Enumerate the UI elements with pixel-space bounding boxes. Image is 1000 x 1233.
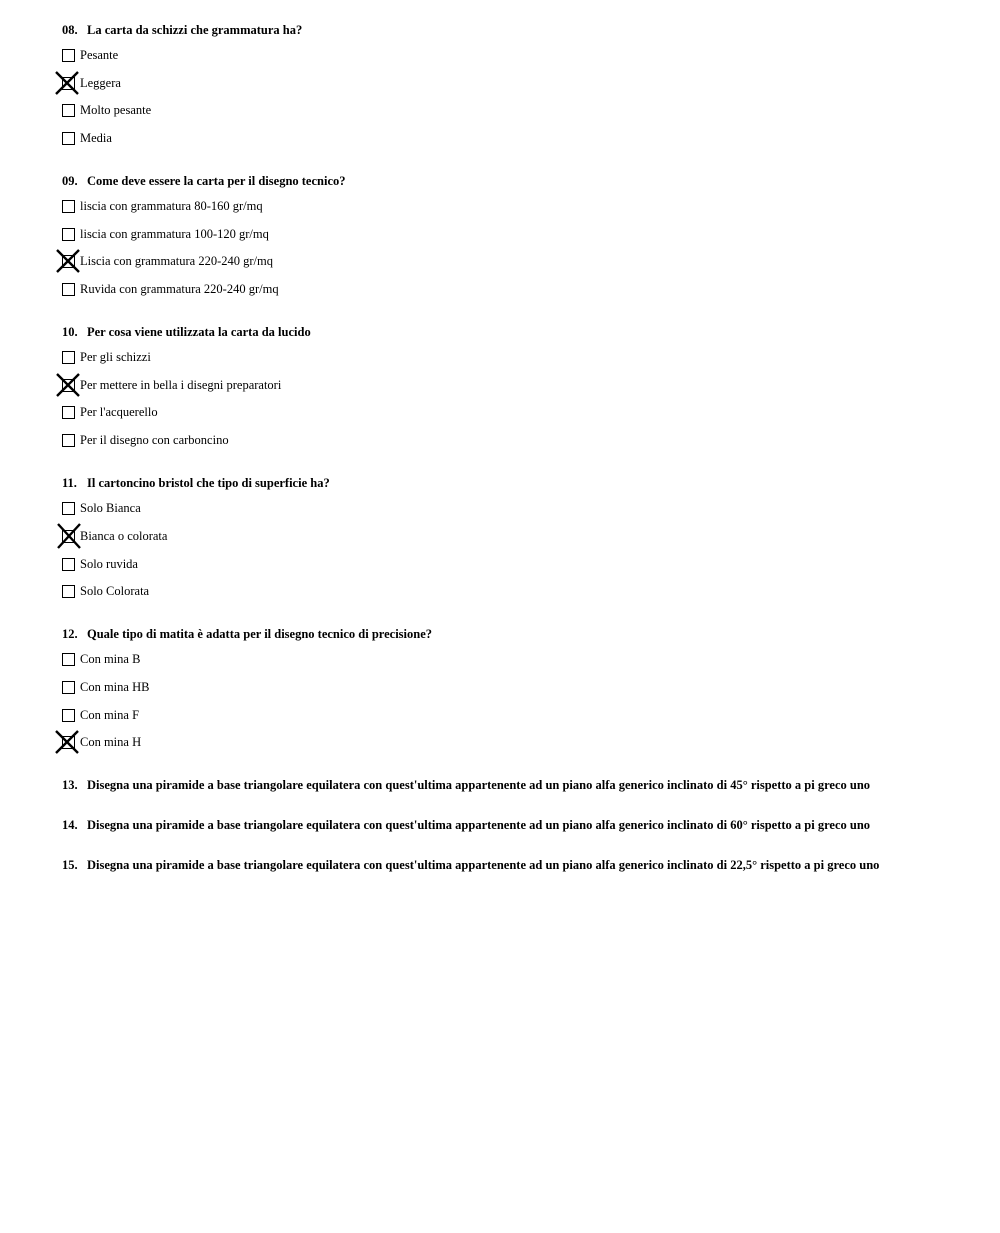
question-number: 09. bbox=[62, 174, 78, 188]
option-label: Media bbox=[80, 131, 112, 145]
checkbox[interactable] bbox=[62, 709, 75, 722]
option-label: Con mina HB bbox=[80, 680, 150, 694]
question-number: 11. bbox=[62, 476, 77, 490]
question-12-title bbox=[62, 627, 432, 642]
option-label: Ruvida con grammatura 220-240 gr/mq bbox=[80, 282, 279, 296]
question-13-title bbox=[62, 778, 870, 793]
question-text: Quale tipo di matita è adatta per il disegno tecnico di precisione? bbox=[87, 627, 433, 641]
question-text: Il cartoncino bristol che tipo di superficie ha? bbox=[87, 476, 330, 490]
option-label: Solo Bianca bbox=[80, 501, 141, 515]
checkbox[interactable] bbox=[62, 351, 75, 364]
option-label: Per l'acquerello bbox=[80, 405, 158, 419]
option-label: Con mina F bbox=[80, 708, 140, 722]
option-label: Pesante bbox=[80, 48, 119, 62]
checkbox[interactable] bbox=[62, 502, 75, 515]
option-label: liscia con grammatura 80-160 gr/mq bbox=[80, 199, 263, 213]
question-number: 13. bbox=[62, 778, 78, 792]
question-text: Per cosa viene utilizzata la carta da lucido bbox=[87, 325, 311, 339]
question-number: 10. bbox=[62, 325, 78, 339]
option-label: Solo ruvida bbox=[80, 557, 138, 571]
option-label: Con mina H bbox=[80, 735, 142, 749]
option-label: liscia con grammatura 100-120 gr/mq bbox=[80, 227, 269, 241]
checkbox[interactable] bbox=[62, 681, 75, 694]
checkbox[interactable] bbox=[62, 104, 75, 117]
option-label: Per mettere in bella i disegni preparatori bbox=[80, 378, 282, 392]
question-number: 15. bbox=[62, 858, 78, 872]
checkbox[interactable] bbox=[62, 406, 75, 419]
checkbox[interactable] bbox=[62, 228, 75, 241]
question-number: 12. bbox=[62, 627, 78, 641]
question-text: Disegna una piramide a base triangolare equilatera con quest'ultima appartenente ad un piano alfa generico inclinato di 60° rispetto a pi greco uno bbox=[87, 818, 871, 832]
question-number: 08. bbox=[62, 23, 78, 37]
checkbox[interactable] bbox=[62, 200, 75, 213]
checkbox[interactable] bbox=[62, 653, 75, 666]
option-label: Molto pesante bbox=[80, 103, 152, 117]
question-text: Disegna una piramide a base triangolare equilatera con quest'ultima appartenente ad un piano alfa generico inclinato di 22,5° rispetto a pi greco uno bbox=[87, 858, 880, 872]
cross-mark-icon bbox=[54, 729, 82, 757]
question-08-title bbox=[62, 23, 302, 38]
option-label: Per gli schizzi bbox=[80, 350, 151, 364]
question-text: Come deve essere la carta per il disegno tecnico? bbox=[87, 174, 346, 188]
checkbox[interactable] bbox=[62, 434, 75, 447]
option-label: Liscia con grammatura 220-240 gr/mq bbox=[80, 254, 273, 268]
checkbox[interactable] bbox=[62, 132, 75, 145]
cross-mark-icon bbox=[54, 372, 82, 400]
cross-mark-icon bbox=[54, 70, 82, 98]
option-label: Bianca o colorata bbox=[80, 529, 168, 543]
checkbox[interactable] bbox=[62, 49, 75, 62]
checkbox[interactable] bbox=[62, 283, 75, 296]
question-11-title bbox=[62, 476, 330, 491]
cross-mark-icon bbox=[54, 523, 82, 551]
question-09-title bbox=[62, 174, 346, 189]
option-label: Leggera bbox=[80, 76, 121, 90]
question-10-title bbox=[62, 325, 311, 340]
cross-mark-icon bbox=[54, 248, 82, 276]
question-14-title bbox=[62, 818, 870, 833]
option-label: Per il disegno con carboncino bbox=[80, 433, 229, 447]
question-text: La carta da schizzi che grammatura ha? bbox=[87, 23, 303, 37]
checkbox[interactable] bbox=[62, 585, 75, 598]
checkbox[interactable] bbox=[62, 558, 75, 571]
question-text: Disegna una piramide a base triangolare equilatera con quest'ultima appartenente ad un piano alfa generico inclinato di 45° rispetto a pi greco uno bbox=[87, 778, 871, 792]
question-15-title bbox=[62, 858, 879, 873]
question-number: 14. bbox=[62, 818, 78, 832]
option-label: Solo Colorata bbox=[80, 584, 150, 598]
option-label: Con mina B bbox=[80, 652, 141, 666]
